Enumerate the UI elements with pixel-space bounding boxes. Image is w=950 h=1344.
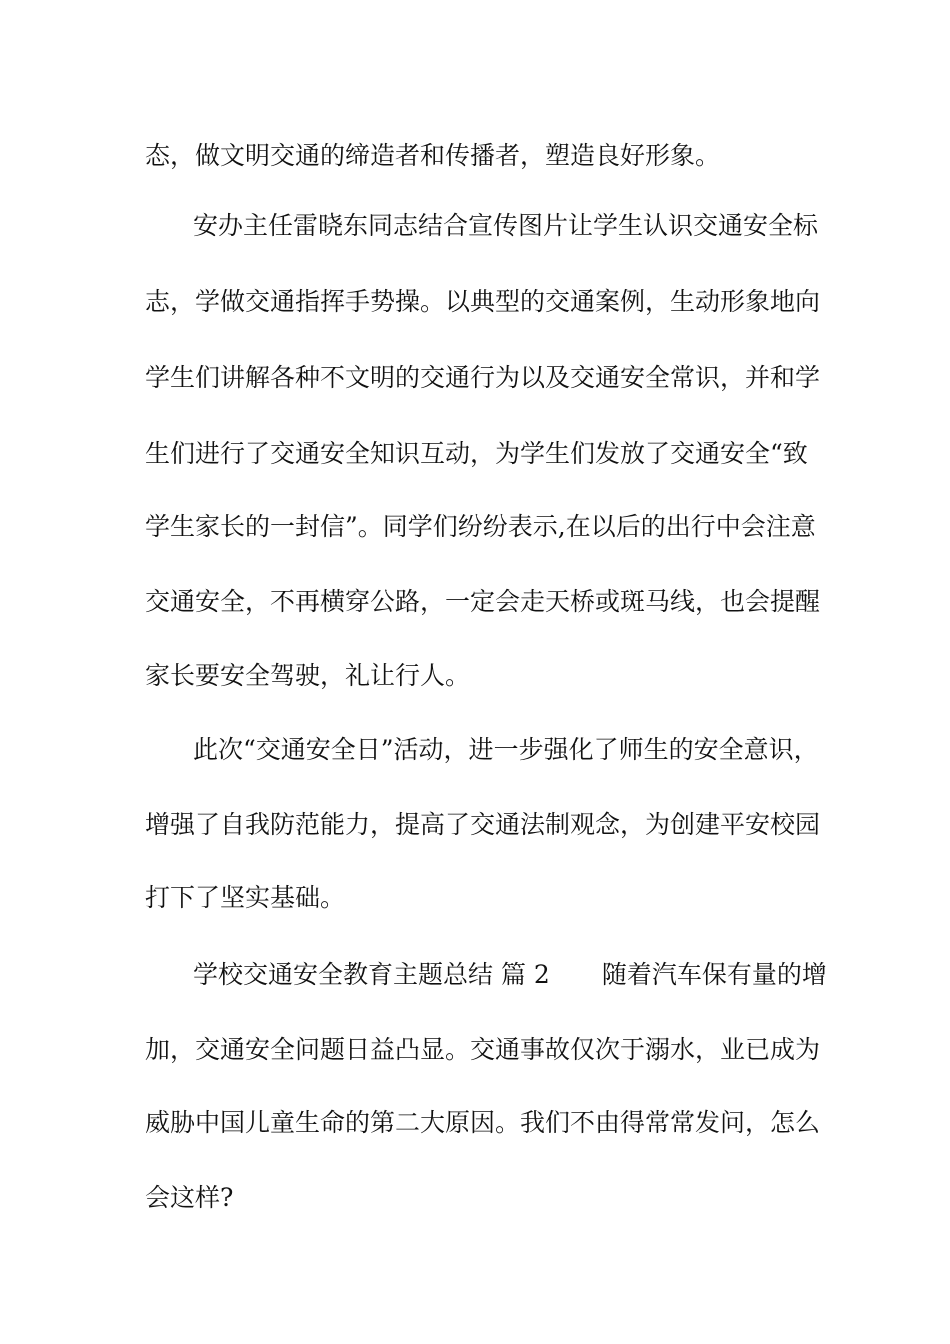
paragraph-line: 学生家长的一封信”。同学们纷纷表示,在以后的出行中会注意 (145, 512, 816, 541)
paragraph-line: 安办主任雷晓东同志结合宣传图片让学生认识交通安全标 (193, 211, 819, 240)
paragraph-line: 志，学做交通指挥手势操。以典型的交通案例，生动形象地向 (145, 287, 821, 316)
paragraph-line: 态，做文明交通的缔造者和传播者，塑造良好形象。 (145, 141, 721, 170)
section-lead-text: 随着汽车保有量的增 (601, 960, 827, 989)
section-title: 学校交通安全教育主题总结 (193, 960, 494, 989)
paragraph-line: 交通安全，不再横穿公路，一定会走天桥或斑马线，也会提醒 (145, 587, 821, 616)
paragraph-line: 打下了坚实基础。 (145, 883, 346, 912)
paragraph-line: 会这样? (145, 1183, 234, 1212)
paragraph-line: 增强了自我防范能力，提高了交通法制观念，为创建平安校园 (145, 810, 821, 839)
paragraph-line: 威胁中国儿童生命的第二大原因。我们不由得常常发问，怎么 (145, 1108, 821, 1137)
paragraph-line: 生们进行了交通安全知识互动，为学生们发放了交通安全“致 (145, 439, 808, 468)
paragraph-line: 家长要安全驾驶，礼让行人。 (145, 661, 471, 690)
section-heading-line (193, 955, 833, 995)
paragraph-line: 学生们讲解各种不文明的交通行为以及交通安全常识，并和学 (145, 363, 821, 392)
paragraph-line: 此次“交通安全日”活动，进一步强化了师生的安全意识， (193, 735, 819, 764)
paragraph-line: 加，交通安全问题日益凸显。交通事故仅次于溺水，业已成为 (145, 1035, 821, 1064)
section-part-label: 篇 2 (500, 960, 550, 989)
